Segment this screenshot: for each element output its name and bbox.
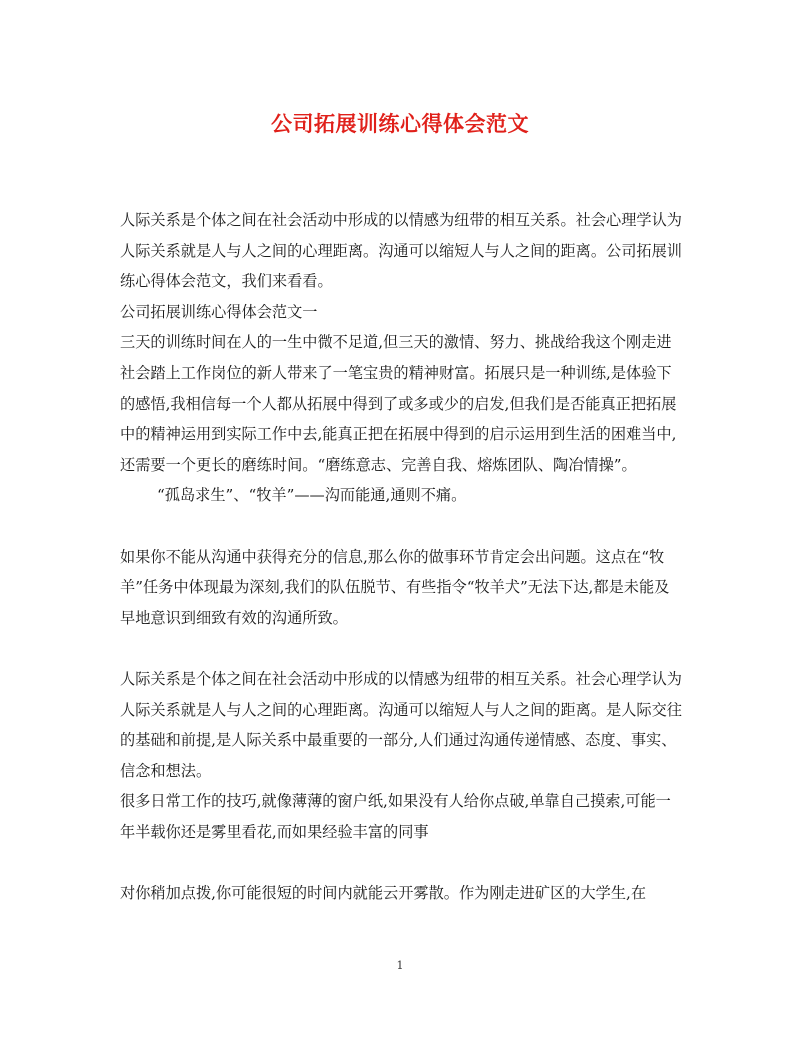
paragraph-training: 三天的训练时间在人的一生中微不足道,但三天的激情、努力、挑战给我这个刚走进社会踏上工作岗位的新人带来了一笔宝贵的精神财富。拓展只是一种训练,是体验下的感悟,我相信每一个人都从拓展中得到了或多或少的启发,但我们是否能真正把拓展中的精神运用到实际工作中去,能真正把在拓展中得到的启示运用到生活的困难当中,还需要一个更长的磨练时间。“磨练意志、完善自我、熔炼团队、陶冶情操”。 [120, 333, 677, 474]
paragraph-gap [120, 633, 682, 664]
paragraph-advice: 对你稍加点拨,你可能很短的时间内就能云开雾散。作为刚走进矿区的大学生,在 [120, 884, 647, 903]
section-heading: 公司拓展训练心得体会范文一 [120, 302, 318, 321]
document-body [120, 205, 682, 909]
paragraph-intro: 人际关系是个体之间在社会活动中形成的以情感为纽带的相互关系。社会心理学认为人际关系就是人与人之间的心理距离。沟通可以缩短人与人之间的距离。公司拓展训练心得体会范文，我们来看看。 [120, 211, 682, 291]
paragraph-gap [120, 847, 682, 878]
paragraph-skills: 很多日常工作的技巧,就像薄薄的窗户纸,如果没有人给你点破,单靠自己摸索,可能一年半载你还是雾里看花,而如果经验丰富的同事 [120, 792, 671, 841]
paragraph-communication: 如果你不能从沟通中获得充分的信息,那么你的做事环节肯定会出问题。这点在“牧羊”任务中体现最为深刻,我们的队伍脱节、有些指令“牧羊犬”无法下达,都是未能及早地意识到细致有效的沟通所致。 [120, 547, 670, 627]
page-number: 1 [396, 959, 404, 972]
paragraph-gap [120, 511, 682, 542]
paragraph-relations: 人际关系是个体之间在社会活动中形成的以情感为纽带的相互关系。社会心理学认为人际关系就是人与人之间的心理距离。沟通可以缩短人与人之间的距离。是人际交往的基础和前提,是人际关系中最重要的一部分,人们通过沟通传递情感、态度、事实、信念和想法。 [120, 669, 682, 780]
paragraph-motto: “孤岛求生”、“牧羊”——沟而能通,通则不痛。 [157, 486, 467, 505]
document-title: 公司拓展训练心得体会范文 [271, 111, 529, 136]
